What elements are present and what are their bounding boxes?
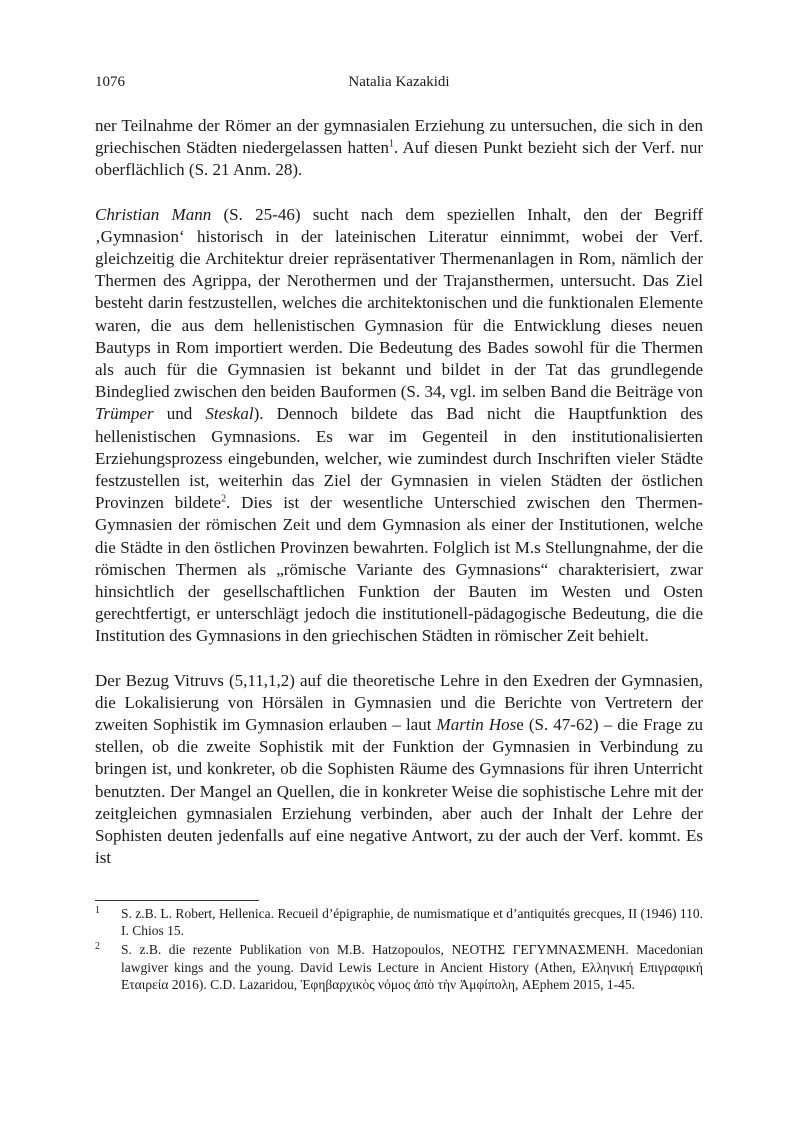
text-run: und [153, 404, 206, 424]
footnote-ref: 1 [388, 138, 394, 150]
footnote-number: 1 [95, 905, 100, 916]
footnote [95, 905, 703, 939]
italic-name: Steskal [205, 404, 254, 424]
text-run: e (S. 47-62) – die Frage zu stellen, ob die zweite Sophistik mit der Funktion der Gymnasien in Verbindung zu bringen ist, und konkreter, ob die Sophisten Räume des Gymnasions für ihren Unterricht benutzten. Der Mangel an Quellen, die in konkreter Weise die sophistische Lehre mit der zeitgleichen gymnasialen Erziehung verbinden, aber auch der Inhalt der Lehre der Sophisten deuten jedenfalls auf eine negative Antwort, zu der auch der Verf. kommt. Es ist [95, 715, 703, 868]
paragraph [95, 204, 703, 648]
footnote-ref: 2 [221, 493, 227, 505]
footnote-text: S. z.B. L. Robert, Hellenica. Recueil d’épigraphie, de numismatique et d’antiquités grecques, II (1946) 110. I. Chios 15. [121, 906, 703, 939]
italic-name: Martin Hos [436, 715, 517, 735]
italic-name: Trümper [95, 404, 154, 424]
paragraph [95, 115, 703, 182]
running-head-author: Natalia Kazakidi [348, 74, 450, 90]
text-run: ). Dennoch bildete das Bad nicht die Hauptfunktion des hellenistischen Gymnasions. Es war im Gegenteil in den institutionalisierten Erziehungsprozess eingebunden, welcher, wie zumindest durch Inschriften vieler Städte festzustellen ist, weiterhin das Ziel der Gymnasien in vielen Städten der östlichen Provinzen bildete [95, 404, 703, 513]
text-run: Der Bezug Vitruvs (5,11,1,2) auf die theoretische Lehre in den Exedren der Gymnasien, die Lokalisierung von Hörsälen in Gymnasien und die Berichte von Vertretern der zweiten Sophistik im Gymnasion erlauben – laut [95, 670, 703, 735]
paragraph [95, 670, 703, 870]
footnote-number: 2 [95, 941, 100, 953]
text-run: . Auf diesen Punkt bezieht sich der Verf. nur oberflächlich (S. 21 Anm. 28). [95, 138, 703, 180]
footnote-text: S. z.B. die rezente Publikation von M.B. Hatzopoulos, ΝΕΟΤΗΣ ΓΕΓΥΜΝΑΣΜΕΝΗ. Macedonian lawgiver kings and the young. David Lewis Lecture in Ancient History (Athen, Ελληνική Επιγραφική Εταιρεία 2016). C.D. Lazaridou, Ἐφηβαρχικὸς νόμος ἀπὸ τὴν Ἀμφίπολη, AEphem 2015, 1-45. [121, 942, 703, 992]
footnotes [95, 905, 703, 995]
text-run: (S. 25-46) sucht nach dem speziellen Inhalt, den der Begriff ‚Gymnasion‘ historisch in der lateinischen Literatur einnimmt, wobei der Verf. gleichzeitig die Architektur dreier repräsentativer Thermenanlagen in Rom, nämlich der Thermen des Agrippa, der Nerothermen und der Trajansthermen, untersucht. Das Ziel besteht darin festzustellen, welches die architektonischen und die funktionalen Elemente waren, die aus dem hellenistischen Gymnasion für die Entwicklung dieses neuen Bautyps in Rom importiert werden. Die Bedeutung des Bades sowohl für die Thermen als auch für die Gymnasien ist bekannt und bildet in der Tat das grundlegende Bindeglied zwischen den beiden Bauformen (S. 34, vgl. im selben Band die Beiträge von [95, 204, 703, 402]
text-run: . Dies ist der wesentliche Unterschied zwischen den Thermen-Gymnasien der römischen Zeit und dem Gymnasion als einer der Institutionen, welche die Städte in den östlichen Provinzen bewahrten. Folglich ist M.s Stellungnahme, der die römischen Thermen als „römische Variante des Gymnasions“ charakterisiert, zwar hinsichtlich der gesellschaftlichen Funktion der Bauten im Westen und Osten gerechtfertigt, er unterschlägt jedoch die institutionell-pädagogische Bedeutung, die die Institution des Gymnasions in den griechischen Städten in römischer Zeit behielt. [95, 493, 703, 646]
page-number: 1076 [95, 74, 125, 90]
text-run: ner Teilnahme der Römer an der gymnasialen Erziehung zu untersuchen, die sich in den griechischen Städten niedergelassen hatten [95, 116, 703, 158]
body-text [95, 115, 703, 870]
footnote-separator [95, 900, 259, 901]
running-header [95, 74, 703, 94]
footnote [95, 941, 703, 993]
italic-name: Christian Mann [95, 204, 212, 224]
